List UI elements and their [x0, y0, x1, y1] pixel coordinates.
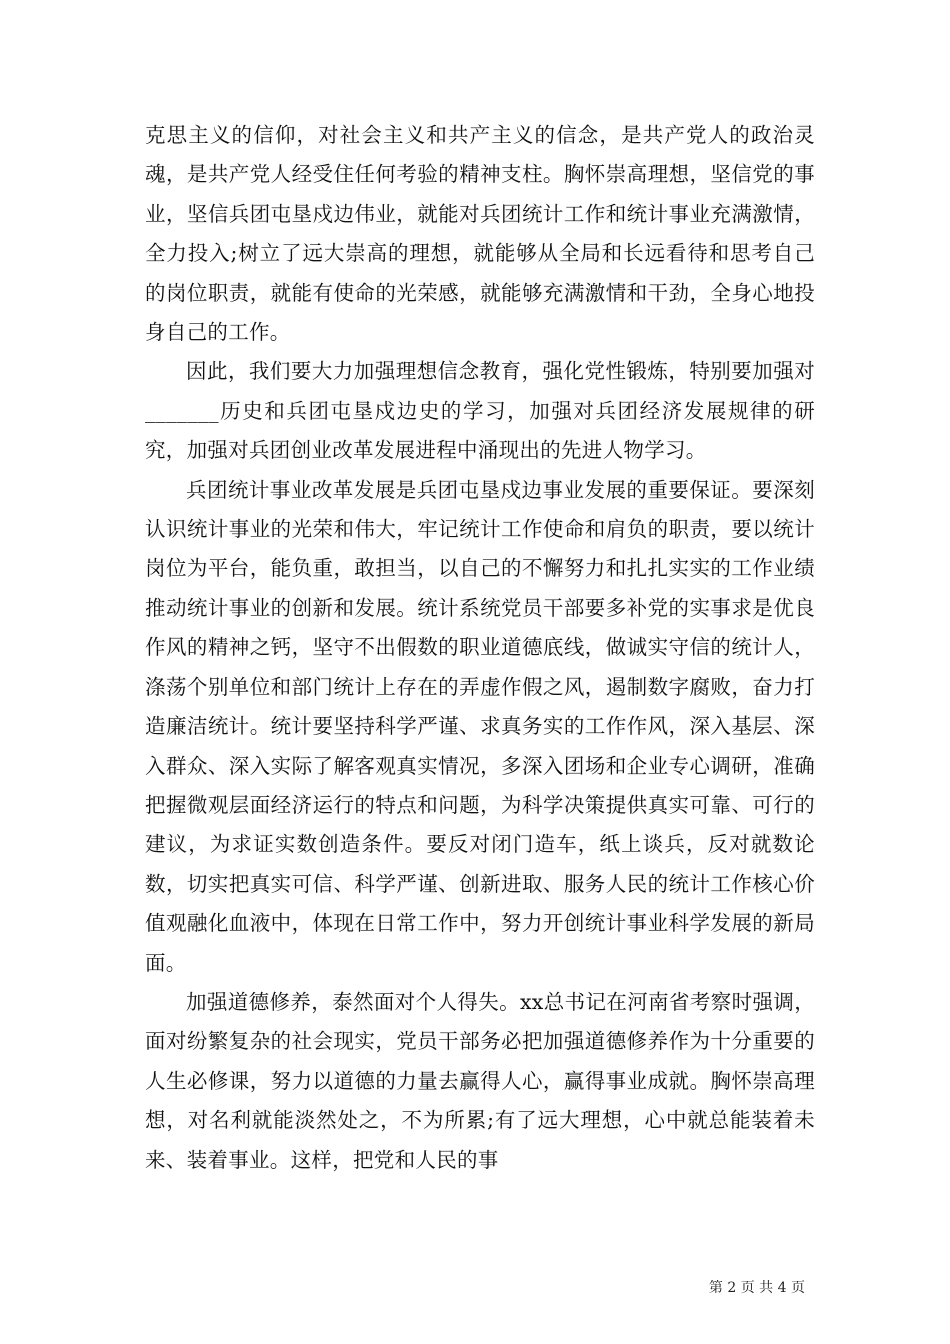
paragraph-4: 加强道德修养，泰然面对个人得失。xx总书记在河南省考察时强调，面对纷繁复杂的社会现实，党员干部务必把加强道德修养作为十分重要的人生必修课，努力以道德的力量去赢得人心，赢得事业成就。胸怀崇高理想，对名利就能淡然处之，不为所累;有了远大理想，心中就总能装着未来、装着事业。这样，把党和人民的事 — [145, 989, 815, 1172]
page-number-footer: 第 2 页 共 4 页 — [708, 1280, 805, 1296]
document-body — [145, 116, 815, 1180]
paragraph-1: 克思主义的信仰，对社会主义和共产主义的信念，是共产党人的政治灵魂，是共产党人经受住任何考验的精神支柱。胸怀崇高理想，坚信党的事业，坚信兵团屯垦戍边伟业，就能对兵团统计工作和统计事业充满激情，全力投入;树立了远大崇高的理想，就能够从全局和长远看待和思考自己的岗位职责，就能有使命的光荣感，就能够充满激情和干劲，全身心地投身自己的工作。 — [145, 123, 815, 345]
paragraph-2: 因此，我们要大力加强理想信念教育，强化党性锻炼，特别要加强对_______历史和兵团屯垦戍边史的学习，加强对兵团经济发展规律的研究，加强对兵团创业改革发展进程中涌现出的先进人物学习。 — [145, 359, 815, 463]
paragraph-3: 兵团统计事业改革发展是兵团屯垦戍边事业发展的重要保证。要深刻认识统计事业的光荣和伟大，牢记统计工作使命和肩负的职责，要以统计岗位为平台，能负重，敢担当，以自己的不懈努力和扎扎实实的工作业绩推动统计事业的创新和发展。统计系统党员干部要多补党的实事求是优良作风的精神之钙，坚守不出假数的职业道德底线，做诚实守信的统计人，涤荡个别单位和部门统计上存在的弄虚作假之风，遏制数字腐败，奋力打造廉洁统计。统计要坚持科学严谨、求真务实的工作作风，深入基层、深入群众、深入实际了解客观真实情况，多深入团场和企业专心调研，准确把握微观层面经济运行的特点和问题，为科学决策提供真实可靠、可行的建议，为求证实数创造条件。要反对闭门造车，纸上谈兵，反对就数论数，切实把真实可信、科学严谨、创新进取、服务人民的统计工作核心价值观融化血液中，体现在日常工作中，努力开创统计事业科学发展的新局面。 — [145, 477, 815, 975]
